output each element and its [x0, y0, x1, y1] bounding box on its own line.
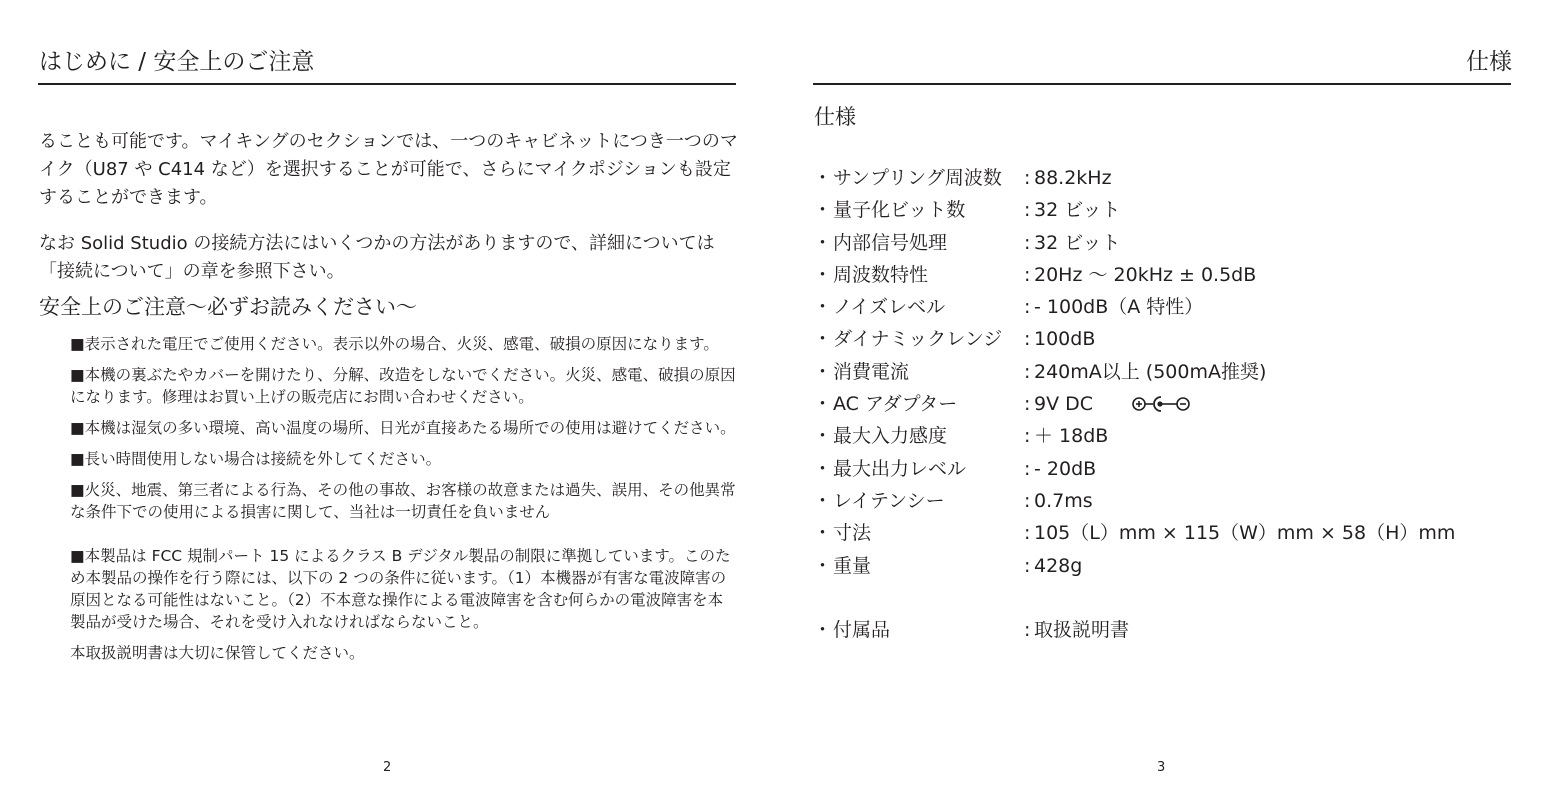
intro-paragraph: なお Solid Studio の接続方法にはいくつかの方法がありますので、詳細については「接続について」の章を参照下さい。 — [39, 233, 715, 282]
spec-colon: : — [1024, 618, 1031, 641]
spec-row — [813, 550, 1513, 582]
spec-label: 付属品 — [833, 618, 891, 641]
safety-heading: 安全上のご注意～必ずお読みください～ — [39, 295, 417, 319]
spec-bullet: ・ — [813, 328, 833, 351]
caution-list — [70, 333, 738, 673]
spec-bullet: ・ — [813, 522, 833, 545]
spec-row — [813, 194, 1513, 226]
left-page-header: はじめに / 安全上のご注意 — [39, 49, 315, 75]
spec-colon: : — [1024, 554, 1031, 577]
spec-colon: : — [1024, 457, 1031, 480]
spec-row — [813, 614, 1513, 646]
spec-colon: : — [1024, 231, 1031, 254]
spec-value: 0.7ms — [1034, 489, 1093, 512]
spec-value: 32 ビット — [1034, 199, 1121, 222]
spec-value: 105（L）mm × 115（W）mm × 58（H）mm — [1034, 522, 1456, 545]
spec-row — [813, 388, 1513, 420]
page-number: 3 — [1157, 760, 1166, 775]
spec-row — [813, 227, 1513, 259]
spec-bullet: ・ — [813, 360, 833, 383]
spec-value: 20Hz ～ 20kHz ± 0.5dB — [1034, 263, 1257, 286]
spec-bullet: ・ — [813, 231, 833, 254]
caution-item: ■本機は湿気の多い環境、高い温度の場所、日光が直接あたる場所での使用は避けてください。 — [70, 419, 736, 437]
spec-row — [813, 453, 1513, 485]
spec-label: AC アダプター — [833, 393, 958, 416]
spec-colon: : — [1024, 199, 1031, 222]
spec-row — [813, 420, 1513, 452]
spec-row — [813, 356, 1513, 388]
spec-value: - 20dB — [1034, 457, 1097, 480]
dc-center-negative-polarity-icon — [1131, 392, 1201, 416]
spec-label: ダイナミックレンジ — [833, 328, 1003, 351]
right-header-rule — [813, 83, 1511, 85]
caution-item: ■長い時間使用しない場合は接続を外してください。 — [70, 450, 442, 468]
spec-value: - 100dB（A 特性） — [1034, 296, 1204, 319]
spec-bullet: ・ — [813, 489, 833, 512]
spec-row — [813, 291, 1513, 323]
spec-colon: : — [1024, 522, 1031, 545]
spec-value: ＋ 18dB — [1034, 425, 1109, 448]
spec-label: 寸法 — [833, 522, 872, 545]
spec-colon: : — [1024, 328, 1031, 351]
spec-value: 32 ビット — [1034, 231, 1121, 254]
spec-row — [813, 259, 1513, 291]
spec-list — [813, 162, 1513, 646]
spec-label: レイテンシー — [833, 489, 945, 512]
caution-item: ■表示された電圧でご使用ください。表示以外の場合、火災、感電、破損の原因になります。 — [70, 335, 719, 353]
spec-label: 最大出力レベル — [833, 457, 967, 480]
spec-colon: : — [1024, 393, 1031, 416]
spec-colon: : — [1024, 489, 1031, 512]
spec-value: 428g — [1034, 554, 1083, 577]
intro-paragraph: ることも可能です。マイキングのセクションでは、一つのキャビネットにつき一つのマイク（U87 や C414 など）を選択することが可能で、さらにマイクポジションも設定することができます。 — [39, 131, 738, 208]
right-page-header: 仕様 — [1466, 49, 1512, 75]
caution-item: ■本機の裏ぶたやカバーを開けたり、分解、改造をしないでください。火災、感電、破損の原因になります。修理はお買い上げの販売店にお問い合わせください。 — [70, 366, 736, 406]
spec-bullet: ・ — [813, 425, 833, 448]
spec-label: サンプリング周波数 — [833, 167, 1002, 189]
spec-label: 量子化ビット数 — [833, 199, 966, 222]
spec-value: 240mA以上 (500mA推奨) — [1034, 360, 1267, 383]
spec-bullet: ・ — [813, 618, 833, 641]
spec-label: 最大入力感度 — [833, 425, 948, 448]
spec-colon: : — [1024, 360, 1031, 383]
spec-heading: 仕様 — [814, 105, 856, 129]
spec-colon: : — [1024, 296, 1031, 319]
spec-row — [813, 162, 1513, 194]
spec-colon: : — [1024, 167, 1031, 189]
spec-label: 消費電流 — [833, 360, 910, 383]
left-header-rule — [38, 83, 736, 85]
intro-text — [39, 128, 739, 304]
spec-label: 周波数特性 — [833, 263, 929, 286]
spec-value: 9V DC — [1034, 393, 1094, 416]
spec-label: 内部信号処理 — [833, 231, 948, 254]
spec-row — [813, 517, 1513, 549]
spec-label: 重量 — [833, 554, 872, 577]
caution-item: ■本製品は FCC 規制パート 15 によるクラス B デジタル製品の制限に準拠しています。このため本製品の操作を行う際には、以下の 2 つの条件に従います。（1）本機器が有害な電波障害の原因となる可能性はないこと。（2）不本意な操作による電波障害を含む何らかの電波障害を本製品が受けた場合、それを受け入れなければならないこと。 — [70, 547, 731, 631]
caution-item: ■火災、地震、第三者による行為、その他の事故、お客様の故意または過失、誤用、その他異常な条件下での使用による損害に関して、当社は一切責任を負いません — [70, 481, 736, 521]
spec-value: 88.2kHz — [1034, 167, 1112, 189]
spec-row — [813, 323, 1513, 355]
spec-bullet: ・ — [813, 167, 833, 189]
spec-bullet: ・ — [813, 393, 833, 416]
caution-item: 本取扱説明書は大切に保管してください。 — [70, 644, 365, 662]
spec-bullet: ・ — [813, 296, 833, 319]
spec-value: 100dB — [1034, 328, 1096, 351]
spec-value: 取扱説明書 — [1034, 618, 1130, 641]
spec-bullet: ・ — [813, 263, 833, 286]
spec-bullet: ・ — [813, 457, 833, 480]
spec-colon: : — [1024, 263, 1031, 286]
page-number: 2 — [383, 760, 392, 775]
spec-row — [813, 485, 1513, 517]
right-page — [775, 0, 1550, 800]
spec-bullet: ・ — [813, 554, 833, 577]
spec-colon: : — [1024, 425, 1031, 448]
spec-label: ノイズレベル — [833, 296, 946, 319]
spec-bullet: ・ — [813, 199, 833, 222]
